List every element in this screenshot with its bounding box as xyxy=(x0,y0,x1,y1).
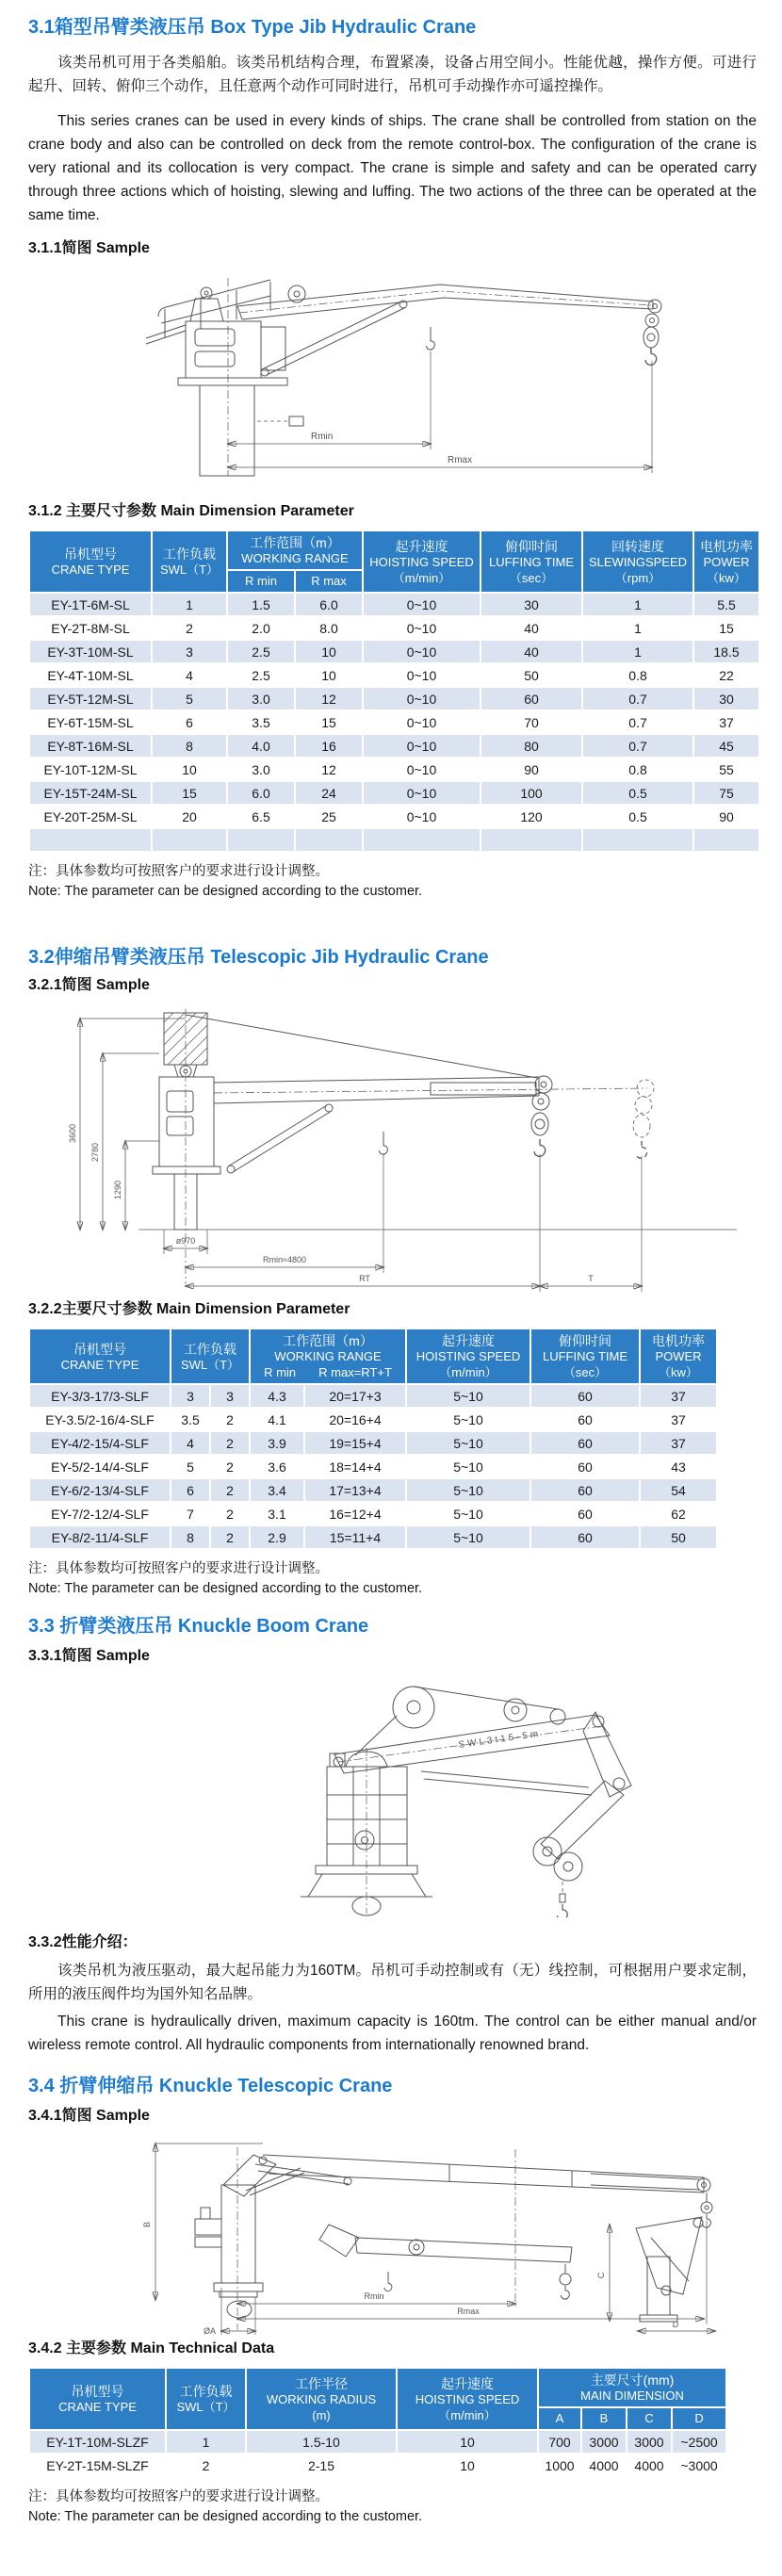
dim-label-rt: RT xyxy=(358,1274,370,1283)
table-cell: 0~10 xyxy=(363,781,481,805)
table-cell: ~3000 xyxy=(672,2454,726,2477)
boom-swl-label: SWL3t15-5m xyxy=(457,1728,542,1751)
table-cell: EY-10T-12M-SL xyxy=(29,758,152,781)
table-cell: 0.7 xyxy=(582,687,693,710)
table-cell: 5~10 xyxy=(406,1525,530,1549)
column-header: 工作负载 SWL（T） xyxy=(152,530,227,593)
table-cell: 12 xyxy=(295,758,363,781)
table-cell: 5~10 xyxy=(406,1408,530,1431)
table-cell: 0~10 xyxy=(363,616,481,640)
table-cell: 3.5 xyxy=(171,1408,210,1431)
table-cell: 1 xyxy=(582,616,693,640)
table-row xyxy=(29,805,759,828)
table-cell xyxy=(152,828,227,852)
column-header: 工作半径 WORKING RADIUS (m) xyxy=(246,2368,397,2430)
table-cell: 3.4 xyxy=(250,1478,304,1502)
table-cell: 3.1 xyxy=(250,1502,304,1525)
table-cell: 2.5 xyxy=(227,663,295,687)
table-cell: 43 xyxy=(640,1455,717,1478)
table-cell: 15 xyxy=(693,616,759,640)
table-cell: 1.5-10 xyxy=(246,2430,397,2454)
table-cell: 60 xyxy=(530,1431,640,1455)
table-cell: 60 xyxy=(530,1502,640,1525)
note-en: Note: The parameter can be designed according to the customer. xyxy=(28,2509,423,2524)
table-cell: 16 xyxy=(295,734,363,758)
table-cell: 0.5 xyxy=(582,781,693,805)
table-cell: 10 xyxy=(397,2430,538,2454)
table-cell: 3.0 xyxy=(227,758,295,781)
table-cell: 24 xyxy=(295,781,363,805)
table-cell: 4 xyxy=(152,663,227,687)
table-cell: 75 xyxy=(693,781,759,805)
table-cell: 25 xyxy=(295,805,363,828)
table-cell: 54 xyxy=(640,1478,717,1502)
table-row xyxy=(29,1408,717,1431)
table-cell: 1000 xyxy=(538,2454,581,2477)
dim-label-dia970: ø970 xyxy=(175,1236,195,1246)
table-cell: 3000 xyxy=(581,2430,627,2454)
table-cell xyxy=(29,828,152,852)
table-cell: 4000 xyxy=(581,2454,627,2477)
table-cell: 2 xyxy=(210,1431,250,1455)
table-cell: 12 xyxy=(295,687,363,710)
table-cell: 60 xyxy=(530,1408,640,1431)
table-cell: EY-1T-10M-SLZF xyxy=(29,2430,166,2454)
table-cell: 8 xyxy=(152,734,227,758)
table-row xyxy=(29,828,759,852)
table-cell: 37 xyxy=(640,1408,717,1431)
table-cell: EY-3.5/2-16/4-SLF xyxy=(29,1408,171,1431)
table-cell: 17=13+4 xyxy=(304,1478,406,1502)
table-cell: 4.0 xyxy=(227,734,295,758)
dim-label-rmax: Rmax xyxy=(456,2307,480,2316)
table-cell: 2.9 xyxy=(250,1525,304,1549)
table-cell: 3.6 xyxy=(250,1455,304,1478)
table-cell: 37 xyxy=(640,1384,717,1408)
table-cell: 5~10 xyxy=(406,1502,530,1525)
table-cell: 5~10 xyxy=(406,1431,530,1455)
column-header: 起升速度 HOISTING SPEED （m/min） xyxy=(406,1329,530,1384)
table-cell: 8 xyxy=(171,1525,210,1549)
dim-label-t: T xyxy=(587,1274,594,1283)
table-cell: EY-4T-10M-SL xyxy=(29,663,152,687)
table-cell: 15 xyxy=(295,710,363,734)
table-cell: 6.5 xyxy=(227,805,295,828)
table-cell: EY-4/2-15/4-SLF xyxy=(29,1431,171,1455)
table-cell: 22 xyxy=(693,663,759,687)
table-row xyxy=(29,640,759,663)
heading-3-4-2-parameters: 3.4.2 主要参数 Main Technical Data xyxy=(28,2340,275,2356)
note-cn: 注：具体参数均可按照客户的要求进行设计调整。 xyxy=(28,1561,329,1576)
table-cell: EY-6/2-13/4-SLF xyxy=(29,1478,171,1502)
table-cell: 2 xyxy=(210,1455,250,1478)
column-header: 工作范围（m） WORKING RANGE R min R max=RT+T xyxy=(250,1329,406,1384)
table-cell: 19=15+4 xyxy=(304,1431,406,1455)
column-header: 吊机型号 CRANE TYPE xyxy=(29,2368,166,2430)
table-cell: 2 xyxy=(210,1478,250,1502)
table-cell: 90 xyxy=(693,805,759,828)
table-cell: 3000 xyxy=(627,2430,672,2454)
table-row xyxy=(29,1431,717,1455)
section-3-2-title: 3.2伸缩吊臂类液压吊 Telescopic Jib Hydraulic Crane xyxy=(28,947,489,968)
table-cell: 1 xyxy=(166,2430,246,2454)
column-header: R max xyxy=(295,570,363,593)
table-cell: EY-2T-8M-SL xyxy=(29,616,152,640)
table-cell: EY-8T-16M-SL xyxy=(29,734,152,758)
table-cell: 40 xyxy=(481,640,582,663)
table-cell: 6 xyxy=(171,1478,210,1502)
table-cell: 0.5 xyxy=(582,805,693,828)
table-cell: 0~10 xyxy=(363,734,481,758)
heading-3-4-1-sample: 3.4.1简图 Sample xyxy=(28,2108,150,2124)
knuckle-telescopic-crane-drawing xyxy=(44,2132,741,2335)
heading-3-2-1-sample: 3.2.1简图 Sample xyxy=(28,977,150,993)
dim-label-dia-a: ØA xyxy=(203,2326,216,2335)
table-cell: 6.0 xyxy=(227,781,295,805)
table-cell: 20=16+4 xyxy=(304,1408,406,1431)
column-header: R min xyxy=(227,570,295,593)
main-technical-data-table xyxy=(28,2367,727,2478)
table-cell: 10 xyxy=(152,758,227,781)
table-row xyxy=(29,663,759,687)
main-dimension-table-2 xyxy=(28,1328,718,1550)
section-3-3-paragraph-cn: 该类吊机为液压驱动，最大起吊能力为160TM。吊机可手动控制或有（无）线控制，可根据用户要求定制，所用的液压阀件均为国外知名品牌。 xyxy=(28,1963,757,2002)
dim-label-rmin: Rmin xyxy=(363,2291,384,2301)
table-cell: 2 xyxy=(210,1525,250,1549)
table-cell: EY-7/2-12/4-SLF xyxy=(29,1502,171,1525)
table-cell: 3.9 xyxy=(250,1431,304,1455)
table-cell: 10 xyxy=(295,640,363,663)
table-cell: 0~10 xyxy=(363,687,481,710)
column-header: 工作负载 SWL（T） xyxy=(166,2368,246,2430)
table-cell: 20 xyxy=(152,805,227,828)
table-cell: 55 xyxy=(693,758,759,781)
table-cell: 3 xyxy=(152,640,227,663)
column-header: 主要尺寸(mm) MAIN DIMENSION xyxy=(538,2368,726,2407)
table-cell: 2 xyxy=(210,1502,250,1525)
section-3-4-title: 3.4 折臂伸缩吊 Knuckle Telescopic Crane xyxy=(28,2076,393,2096)
table-cell: 2 xyxy=(166,2454,246,2477)
column-header: 电机功率 POWER （kw） xyxy=(640,1329,717,1384)
table-cell: 60 xyxy=(530,1455,640,1478)
table-cell: 15 xyxy=(152,781,227,805)
table-cell: 37 xyxy=(693,710,759,734)
heading-3-2-2-parameters: 3.2.2主要尺寸参数 Main Dimension Parameter xyxy=(28,1301,350,1317)
table-cell: 2.5 xyxy=(227,640,295,663)
table-cell: 0.8 xyxy=(582,663,693,687)
dim-label-b: B xyxy=(141,2221,152,2228)
table-cell: 3.5 xyxy=(227,710,295,734)
table-row xyxy=(29,687,759,710)
table-cell: 0~10 xyxy=(363,758,481,781)
dim-label-rmin-4800: Rmin≈4800 xyxy=(262,1255,306,1264)
note-en: Note: The parameter can be designed according to the customer. xyxy=(28,884,423,899)
table-cell: 8.0 xyxy=(295,616,363,640)
table-cell: 45 xyxy=(693,734,759,758)
dim-label-c: C xyxy=(595,2272,606,2279)
table-cell: 1.5 xyxy=(227,593,295,616)
column-header: 起升速度 HOISTING SPEED （m/min） xyxy=(363,530,481,593)
table-cell: 60 xyxy=(530,1384,640,1408)
table-row xyxy=(29,710,759,734)
table-cell: 5 xyxy=(152,687,227,710)
table-cell xyxy=(363,828,481,852)
column-header: 回转速度 SLEWINGSPEED （rpm） xyxy=(582,530,693,593)
section-3-1-paragraph-en: This series cranes can be used in every kinds of ships. The crane shall be controlled from station on the crane body and also can be controlled on deck from the remote control-box. The configuration of the crane is very rational and its collocation is very compact. The crane is simple and safety and can be operated carry through three actions which of hoisting, slewing and luffing. The two actions of the three can be operated at the same time. xyxy=(28,113,757,223)
section-3-1-paragraph-cn: 该类吊机可用于各类船舶。该类吊机结构合理，布置紧凑，设备占用空间小。性能优越，操作方便。可进行起升、回转、俯仰三个动作，且任意两个动作可同时进行，吊机可手动操作亦可遥控操作。 xyxy=(28,55,757,94)
section-3-3-title: 3.3 折臂类液压吊 Knuckle Boom Crane xyxy=(28,1616,369,1637)
table-cell: 1 xyxy=(152,593,227,616)
column-header: B xyxy=(581,2407,627,2430)
table-cell: 90 xyxy=(481,758,582,781)
column-header: 俯仰时间 LUFFING TIME （sec） xyxy=(481,530,582,593)
table-cell: 10 xyxy=(397,2454,538,2477)
table-cell: EY-1T-6M-SL xyxy=(29,593,152,616)
table-cell: EY-15T-24M-SL xyxy=(29,781,152,805)
section-3-1-title: 3.1箱型吊臂类液压吊 Box Type Jib Hydraulic Crane xyxy=(28,17,477,38)
table-row xyxy=(29,1502,717,1525)
table-cell: 40 xyxy=(481,616,582,640)
heading-3-1-2-parameters: 3.1.2 主要尺寸参数 Main Dimension Parameter xyxy=(28,503,354,519)
table-cell: 7 xyxy=(171,1502,210,1525)
table-cell: 5~10 xyxy=(406,1455,530,1478)
table-cell: 5 xyxy=(171,1455,210,1478)
table-cell: 2 xyxy=(210,1408,250,1431)
table-cell: 37 xyxy=(640,1431,717,1455)
table-cell: EY-2T-15M-SLZF xyxy=(29,2454,166,2477)
table-cell xyxy=(481,828,582,852)
table-cell: 2 xyxy=(152,616,227,640)
column-header: C xyxy=(627,2407,672,2430)
dim-label-3600: 3600 xyxy=(67,1123,77,1144)
table-cell: 30 xyxy=(481,593,582,616)
table-row xyxy=(29,2430,726,2454)
table-cell: 0~10 xyxy=(363,593,481,616)
table-cell: 30 xyxy=(693,687,759,710)
table-cell: ~2500 xyxy=(672,2430,726,2454)
table-cell: 2.0 xyxy=(227,616,295,640)
table-row xyxy=(29,2454,726,2477)
heading-3-3-1-sample: 3.3.1简图 Sample xyxy=(28,1648,150,1664)
table-cell: 5~10 xyxy=(406,1478,530,1502)
table-cell: 4.1 xyxy=(250,1408,304,1431)
table-cell: 6.0 xyxy=(295,593,363,616)
table-row xyxy=(29,1384,717,1408)
column-header: 吊机型号 CRANE TYPE xyxy=(29,530,152,593)
table-row xyxy=(29,758,759,781)
note-en: Note: The parameter can be designed according to the customer. xyxy=(28,1581,423,1596)
table-cell: 18.5 xyxy=(693,640,759,663)
table-cell: 0.7 xyxy=(582,734,693,758)
note-cn: 注：具体参数均可按照客户的要求进行设计调整。 xyxy=(28,864,329,879)
column-header: 工作负载 SWL（T） xyxy=(171,1329,250,1384)
table-cell: 0.7 xyxy=(582,710,693,734)
column-header: D xyxy=(672,2407,726,2430)
section-3-3-paragraph-en: This crane is hydraulically driven, maximum capacity is 160tm. The control can be either manual and/or wireless remote control. All hydraulic components from internationally renowned brand. xyxy=(28,2014,757,2053)
table-cell: 4000 xyxy=(627,2454,672,2477)
table-cell: 4 xyxy=(171,1431,210,1455)
table-row xyxy=(29,1455,717,1478)
table-cell: EY-3T-10M-SL xyxy=(29,640,152,663)
table-cell: 0~10 xyxy=(363,640,481,663)
heading-3-3-2-performance: 3.3.2性能介绍： xyxy=(28,1934,138,1950)
table-row xyxy=(29,616,759,640)
table-cell: EY-5/2-14/4-SLF xyxy=(29,1455,171,1478)
dim-label-d: D xyxy=(672,2320,678,2329)
column-header: 起升速度 HOISTING SPEED （m/min） xyxy=(397,2368,538,2430)
table-cell: 2-15 xyxy=(246,2454,397,2477)
note-cn: 注：具体参数均可按照客户的要求进行设计调整。 xyxy=(28,2489,329,2504)
column-header: 工作范围（m） WORKING RANGE xyxy=(227,530,363,570)
dim-label-rmin: Rmin xyxy=(310,432,333,442)
table-cell: 15=11+4 xyxy=(304,1525,406,1549)
table-cell: 60 xyxy=(530,1525,640,1549)
table-cell: 60 xyxy=(530,1478,640,1502)
table-cell: 5~10 xyxy=(406,1384,530,1408)
table-cell: 700 xyxy=(538,2430,581,2454)
telescopic-jib-crane-drawing xyxy=(44,1002,741,1294)
table-cell xyxy=(582,828,693,852)
table-cell: 16=12+4 xyxy=(304,1502,406,1525)
table-cell: 18=14+4 xyxy=(304,1455,406,1478)
knuckle-boom-crane-drawing xyxy=(44,1672,741,1917)
table-cell: 1 xyxy=(582,640,693,663)
table-cell: 50 xyxy=(640,1525,717,1549)
table-cell: EY-8/2-11/4-SLF xyxy=(29,1525,171,1549)
table-cell: 1 xyxy=(582,593,693,616)
table-cell: EY-6T-15M-SL xyxy=(29,710,152,734)
table-cell: 3.0 xyxy=(227,687,295,710)
table-row xyxy=(29,734,759,758)
table-cell: EY-20T-25M-SL xyxy=(29,805,152,828)
table-cell: 6 xyxy=(152,710,227,734)
table-cell: 50 xyxy=(481,663,582,687)
column-header: 俯仰时间 LUFFING TIME （sec） xyxy=(530,1329,640,1384)
dim-label-2780: 2780 xyxy=(90,1142,100,1163)
column-header: 电机功率 POWER （kw） xyxy=(693,530,759,593)
table-cell: EY-3/3-17/3-SLF xyxy=(29,1384,171,1408)
table-cell: 0~10 xyxy=(363,805,481,828)
table-cell: 10 xyxy=(295,663,363,687)
column-header: 吊机型号 CRANE TYPE xyxy=(29,1329,171,1384)
table-cell: 20=17+3 xyxy=(304,1384,406,1408)
table-cell: 80 xyxy=(481,734,582,758)
dim-label-rmax: Rmax xyxy=(447,455,472,465)
table-row xyxy=(29,1525,717,1549)
table-cell: 3 xyxy=(210,1384,250,1408)
table-cell: 5.5 xyxy=(693,593,759,616)
table-cell: 0.8 xyxy=(582,758,693,781)
heading-3-1-1-sample: 3.1.1简图 Sample xyxy=(28,240,150,256)
table-cell xyxy=(227,828,295,852)
table-cell: 60 xyxy=(481,687,582,710)
table-cell: 62 xyxy=(640,1502,717,1525)
table-row xyxy=(29,593,759,616)
table-cell: 120 xyxy=(481,805,582,828)
table-cell: EY-5T-12M-SL xyxy=(29,687,152,710)
table-cell: 70 xyxy=(481,710,582,734)
table-row xyxy=(29,781,759,805)
table-cell: 3 xyxy=(171,1384,210,1408)
table-cell xyxy=(693,828,759,852)
table-row xyxy=(29,1478,717,1502)
table-cell xyxy=(295,828,363,852)
table-cell: 4.3 xyxy=(250,1384,304,1408)
main-dimension-table-1 xyxy=(28,530,760,853)
dim-label-1290: 1290 xyxy=(112,1180,122,1200)
box-jib-crane-drawing xyxy=(44,265,741,486)
table-cell: 0~10 xyxy=(363,663,481,687)
column-header: A xyxy=(538,2407,581,2430)
table-cell: 0~10 xyxy=(363,710,481,734)
table-cell: 100 xyxy=(481,781,582,805)
